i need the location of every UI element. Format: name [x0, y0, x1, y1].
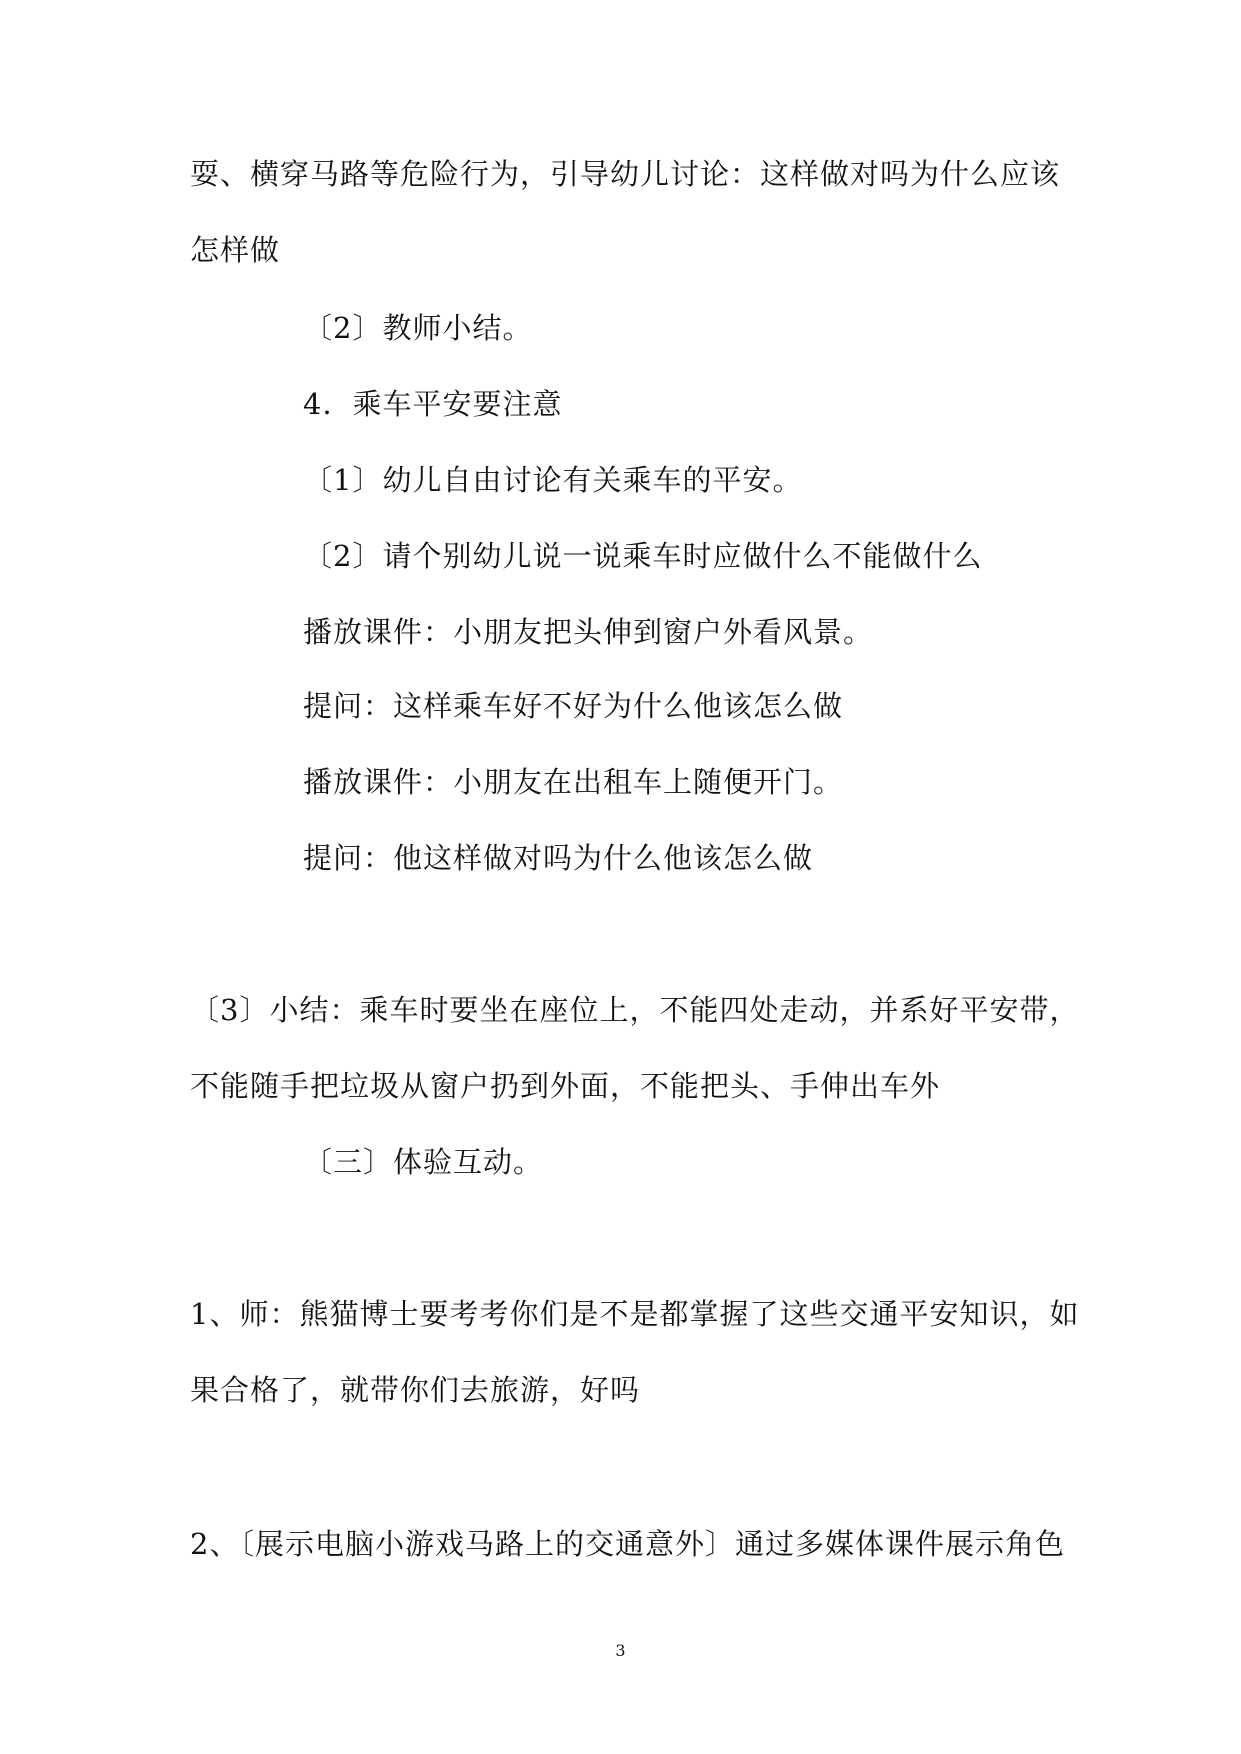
- text-line: 耍、横穿马路等危险行为，引导幼儿讨论：这样做对吗为什么应该: [190, 157, 1061, 191]
- page-number: 3: [615, 1641, 626, 1660]
- text-line: 〔三〕体验互动。: [303, 1145, 544, 1179]
- text-line: 〔2〕教师小结。: [303, 311, 533, 345]
- text-line: 怎样做: [190, 233, 281, 267]
- text-line: 不能随手把垃圾从窗户扔到外面，不能把头、手伸出车外: [190, 1069, 941, 1103]
- text-line: 播放课件：小朋友把头伸到窗户外看风景。: [303, 615, 874, 649]
- text-line: 1、师：熊猫博士要考考你们是不是都掌握了这些交通平安知识，如: [190, 1297, 1080, 1331]
- text-line: 果合格了，就带你们去旅游，好吗: [190, 1373, 641, 1407]
- text-line: 提问：这样乘车好不好为什么他该怎么做: [303, 689, 844, 723]
- text-line: 播放课件：小朋友在出租车上随便开门。: [303, 765, 844, 799]
- text-line: 〔3〕小结：乘车时要坐在座位上，不能四处走动，并系好平安带，: [190, 993, 1080, 1027]
- text-line: 4．乘车平安要注意: [303, 387, 563, 421]
- text-line: 提问：他这样做对吗为什么他该怎么做: [303, 841, 814, 875]
- text-line: 2、〔展示电脑小游戏马路上的交通意外〕通过多媒体课件展示角色: [190, 1527, 1065, 1561]
- text-line: 〔1〕幼儿自由讨论有关乘车的平安。: [303, 463, 803, 497]
- text-line: 〔2〕请个别幼儿说一说乘车时应做什么不能做什么: [303, 539, 983, 573]
